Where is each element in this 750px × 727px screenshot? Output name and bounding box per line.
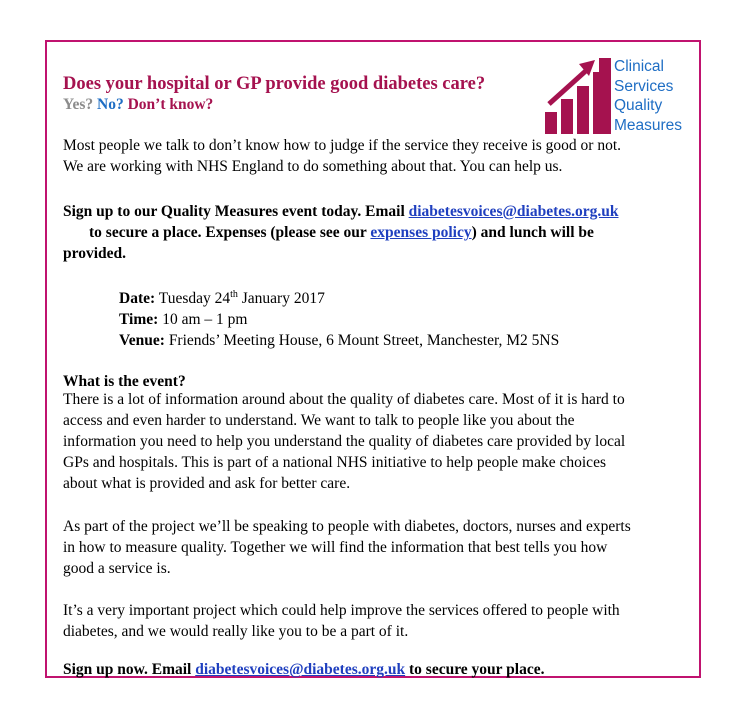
signup-email-link[interactable]: diabetesvoices@diabetes.org.uk (408, 203, 619, 220)
project-para-line: in how to measure quality. Together we will find the information that best tells you how (63, 539, 608, 556)
important-para-line: diabetes, and we would really like you to be a part of it. (63, 623, 409, 640)
closing-text: to secure your place. (405, 661, 545, 678)
date-suffix: th (230, 288, 238, 300)
time-value: 10 am – 1 pm (162, 311, 248, 328)
what-para-line: about what is provided and ask for better care. (63, 475, 351, 492)
logo-line: Measures (614, 116, 683, 134)
date-label: Date: (119, 290, 156, 307)
date-value: Tuesday 24 (158, 290, 231, 307)
logo-text (614, 57, 682, 135)
logo-line: Quality (614, 97, 663, 114)
date-tail: January 2017 (237, 290, 325, 307)
expenses-policy-link[interactable]: expenses policy (370, 224, 472, 241)
subline-no: No? (97, 96, 124, 113)
subline-dont-know: Don’t know? (127, 96, 214, 113)
closing-text: Sign up now. Email (63, 661, 196, 678)
signup-line: provided. (63, 245, 127, 262)
time-label: Time: (119, 311, 159, 328)
what-para-line: information you need to help you understand the quality of diabetes care provided by local (63, 433, 626, 450)
what-para-line: There is a lot of information around about the quality of diabetes care. Most of it is hard to (63, 391, 625, 408)
venue-label: Venue: (119, 332, 165, 349)
signup-text: Sign up to our Quality Measures event today. Email (63, 203, 409, 220)
signup-line (63, 201, 619, 222)
subline-yes: Yes? (63, 96, 94, 113)
event-date (119, 288, 325, 309)
headline: Does your hospital or GP provide good diabetes care? (63, 74, 486, 94)
what-para-line: access and even harder to understand. We want to talk to people like you about the (63, 412, 575, 429)
closing-email-link[interactable]: diabetesvoices@diabetes.org.uk (195, 661, 406, 678)
what-para-line: GPs and hospitals. This is part of a national NHS initiative to help people make choices (63, 454, 606, 471)
important-para-line: It’s a very important project which could help improve the services offered to people with (63, 602, 620, 619)
signup-text: ) and lunch will be (471, 224, 594, 241)
what-heading: What is the event? (63, 373, 186, 390)
logo-line: Services (614, 77, 674, 95)
project-para-line: As part of the project we’ll be speaking to people with diabetes, doctors, nurses and experts (63, 518, 631, 535)
venue-value: Friends’ Meeting House, 6 Mount Street, Manchester, M2 5NS (168, 332, 560, 349)
closing-line (63, 659, 544, 680)
intro-line: Most people we talk to don’t know how to judge if the service they receive is good or not. (63, 137, 622, 154)
subline (63, 94, 213, 115)
event-time (119, 309, 247, 330)
signup-text: to secure a place. Expenses (please see our (89, 224, 371, 241)
project-para-line: good a service is. (63, 560, 171, 577)
intro-line: We are working with NHS England to do something about that. You can help us. (63, 158, 563, 175)
signup-line (89, 222, 594, 243)
logo-line: Clinical (614, 58, 664, 75)
event-venue (119, 330, 559, 351)
